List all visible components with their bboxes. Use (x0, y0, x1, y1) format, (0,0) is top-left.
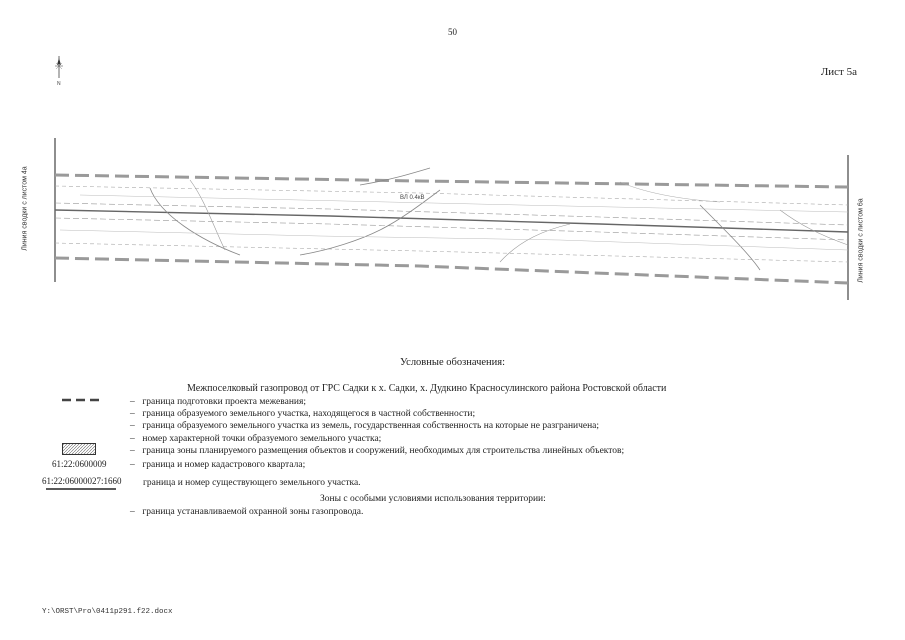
svg-text:N: N (57, 81, 61, 86)
legend-item: – граница зоны планируемого размещения объектов и сооружений, необходимых для строительства линейных объектов; (130, 446, 625, 456)
legend-subtitle: Межпоселковый газопровод от ГРС Садки к х. Садки, х. Дудкино Красносулинского района Ростовской области (187, 383, 667, 394)
legend-hatched-swatch (62, 443, 96, 455)
legend-item: – граница подготовки проекта межевания; (130, 397, 306, 407)
legend-parcel-line (46, 487, 116, 491)
footer-path: Y:\ORST\Pro\0411p291.f22.docx (42, 608, 173, 616)
boundary-bottom (55, 258, 848, 283)
legend-item: – граница образуемого земельного участка, находящегося в частной собственности; (130, 409, 476, 419)
legend-item: граница и номер существующего земельного участка. (143, 478, 361, 488)
parcel-code: 61:22:06000027:1660 (42, 476, 122, 486)
legend-title: Условные обозначения: (399, 357, 505, 368)
boundary-top (55, 175, 848, 187)
page-number: 50 (448, 27, 457, 37)
planning-zone-upper (55, 186, 848, 205)
zones-title: Зоны с особыми условиями использования территории: (320, 494, 546, 504)
legend-dashed-symbol (62, 396, 102, 404)
legend-item: – граница образуемого земельного участка из земель, государственная собственность на которые не разграничена; (130, 421, 600, 431)
quarter-code: 61:22:0600009 (52, 459, 107, 469)
pipeline-label: ВЛ 0.4кВ (400, 195, 425, 201)
legend-item: – граница и номер кадастрового квартала; (130, 460, 306, 470)
protection-zone-lower (55, 218, 848, 240)
left-match-line-label: Линия сводки с листом 4а (21, 166, 29, 251)
pipeline-axis (55, 210, 848, 232)
sheet-label: Лист 5а (820, 66, 857, 78)
zone-item: – граница устанавливаемой охранной зоны газопровода. (130, 507, 364, 517)
right-match-line-label: Линия сводки с листом 6а (857, 198, 865, 283)
legend-item: – номер характерной точки образуемого земельного участка; (130, 434, 382, 444)
protection-zone-upper (55, 203, 848, 225)
